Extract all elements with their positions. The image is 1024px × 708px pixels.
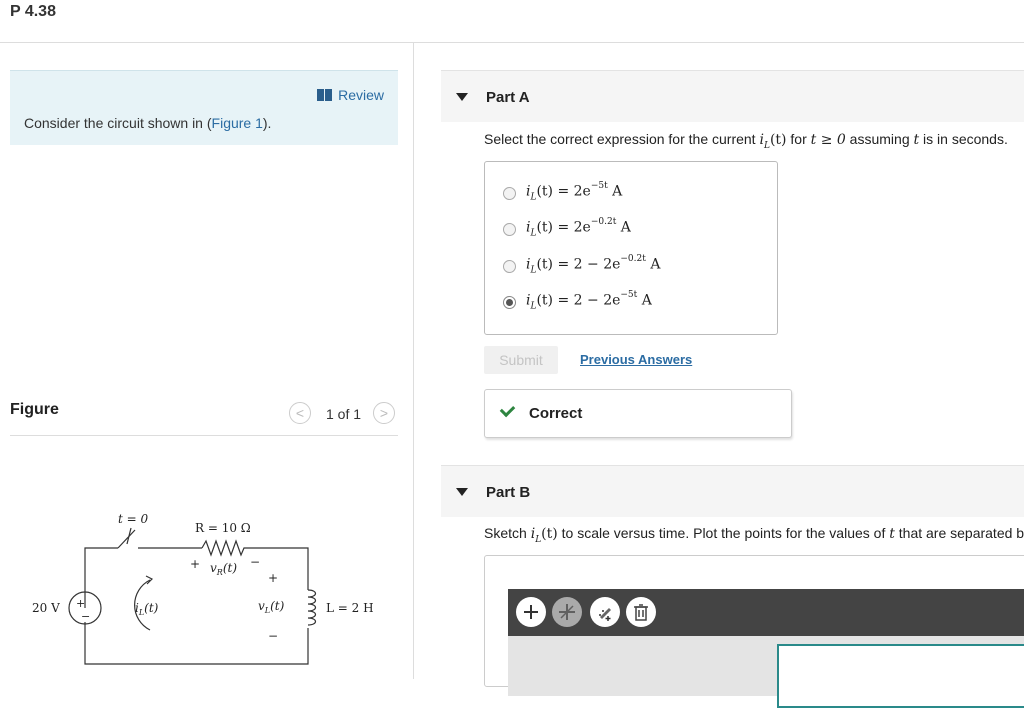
header-divider <box>0 42 1024 43</box>
source-minus: − <box>81 610 91 623</box>
vr-minus: − <box>250 555 261 569</box>
previous-answers-link[interactable]: Previous Answers <box>580 352 693 367</box>
collapse-triangle-icon[interactable] <box>456 93 468 101</box>
resistor-label: R = 10 Ω <box>195 521 251 535</box>
part-b-title: Part B <box>486 484 531 501</box>
next-figure-button[interactable]: > <box>373 402 395 424</box>
current-label: $i_L(t)$ <box>135 601 159 617</box>
part-b-question: Sketch $i_L(t)$ to scale versus time. Plot the points for the values of t that are separated b <box>484 525 1024 545</box>
edit-point-tool-icon[interactable] <box>590 597 620 627</box>
review-label: Review <box>338 87 384 103</box>
switch-arrow <box>127 528 131 544</box>
figure-heading: Figure <box>10 401 59 418</box>
vl-minus: − <box>268 629 279 643</box>
choice-3-text: $i_L(t) = 2 - 2e^{-0.2t}$ A <box>526 254 661 276</box>
vr-plus: + <box>190 557 201 571</box>
source-plus: + <box>76 597 86 610</box>
part-a-question: Select the correct expression for the current $i_L(t)$ for t ≥ 0 assuming t is in seconds. <box>484 131 1008 151</box>
switch-label: t = 0 <box>118 512 149 526</box>
no-drop-tool-icon[interactable] <box>552 597 582 627</box>
choice-4-text: $i_L(t) = 2 - 2e^{-5t}$ A <box>526 290 652 312</box>
feedback-box <box>484 389 792 438</box>
radio-button-selected[interactable] <box>503 296 516 309</box>
inductor-label: L = 2 H <box>326 601 374 615</box>
graph-widget <box>484 555 1024 687</box>
choice-3[interactable] <box>503 254 660 278</box>
part-a-title: Part A <box>486 89 530 106</box>
wire-left-top <box>85 548 118 608</box>
vr-label: $v_R(t)$ <box>210 561 237 577</box>
page-title: P 4.38 <box>10 3 56 20</box>
resistor-symbol <box>202 541 248 555</box>
submit-button[interactable]: Submit <box>484 346 558 374</box>
choice-2[interactable] <box>503 217 631 241</box>
radio-button[interactable] <box>503 260 516 273</box>
choice-1[interactable] <box>503 181 622 205</box>
column-divider <box>413 43 414 679</box>
part-b-header[interactable] <box>441 465 1024 517</box>
graph-canvas[interactable] <box>777 644 1024 708</box>
answer-choices <box>484 161 778 335</box>
figure-link[interactable]: Figure 1 <box>211 115 263 131</box>
vl-plus: + <box>268 571 279 585</box>
checkmark-icon <box>500 402 516 418</box>
figure-divider <box>10 435 398 436</box>
radio-button[interactable] <box>503 187 516 200</box>
collapse-triangle-icon[interactable] <box>456 488 468 496</box>
feedback-text: Correct <box>529 405 583 422</box>
prev-figure-button[interactable]: < <box>289 402 311 424</box>
intro-box <box>10 70 398 145</box>
source-label: 20 V <box>32 601 60 615</box>
graph-area <box>508 636 1024 696</box>
trash-tool-icon[interactable] <box>626 597 656 627</box>
choice-4[interactable] <box>503 290 652 314</box>
review-link[interactable] <box>317 87 384 103</box>
graph-toolbar <box>508 589 1024 636</box>
intro-text: Consider the circuit shown in (Figure 1). <box>24 115 272 131</box>
figure-counter: 1 of 1 <box>326 406 362 422</box>
radio-button[interactable] <box>503 223 516 236</box>
book-icon <box>317 89 333 101</box>
switch-blade <box>118 530 135 548</box>
part-a-header[interactable] <box>441 70 1024 122</box>
circuit-diagram <box>10 500 390 675</box>
choice-2-text: $i_L(t) = 2e^{-0.2t}$ A <box>526 217 631 239</box>
plus-tool-icon[interactable] <box>516 597 546 627</box>
choice-1-text: $i_L(t) = 2e^{-5t}$ A <box>526 181 623 203</box>
inductor-symbol <box>308 590 316 625</box>
vl-label: $v_L(t)$ <box>258 599 285 615</box>
